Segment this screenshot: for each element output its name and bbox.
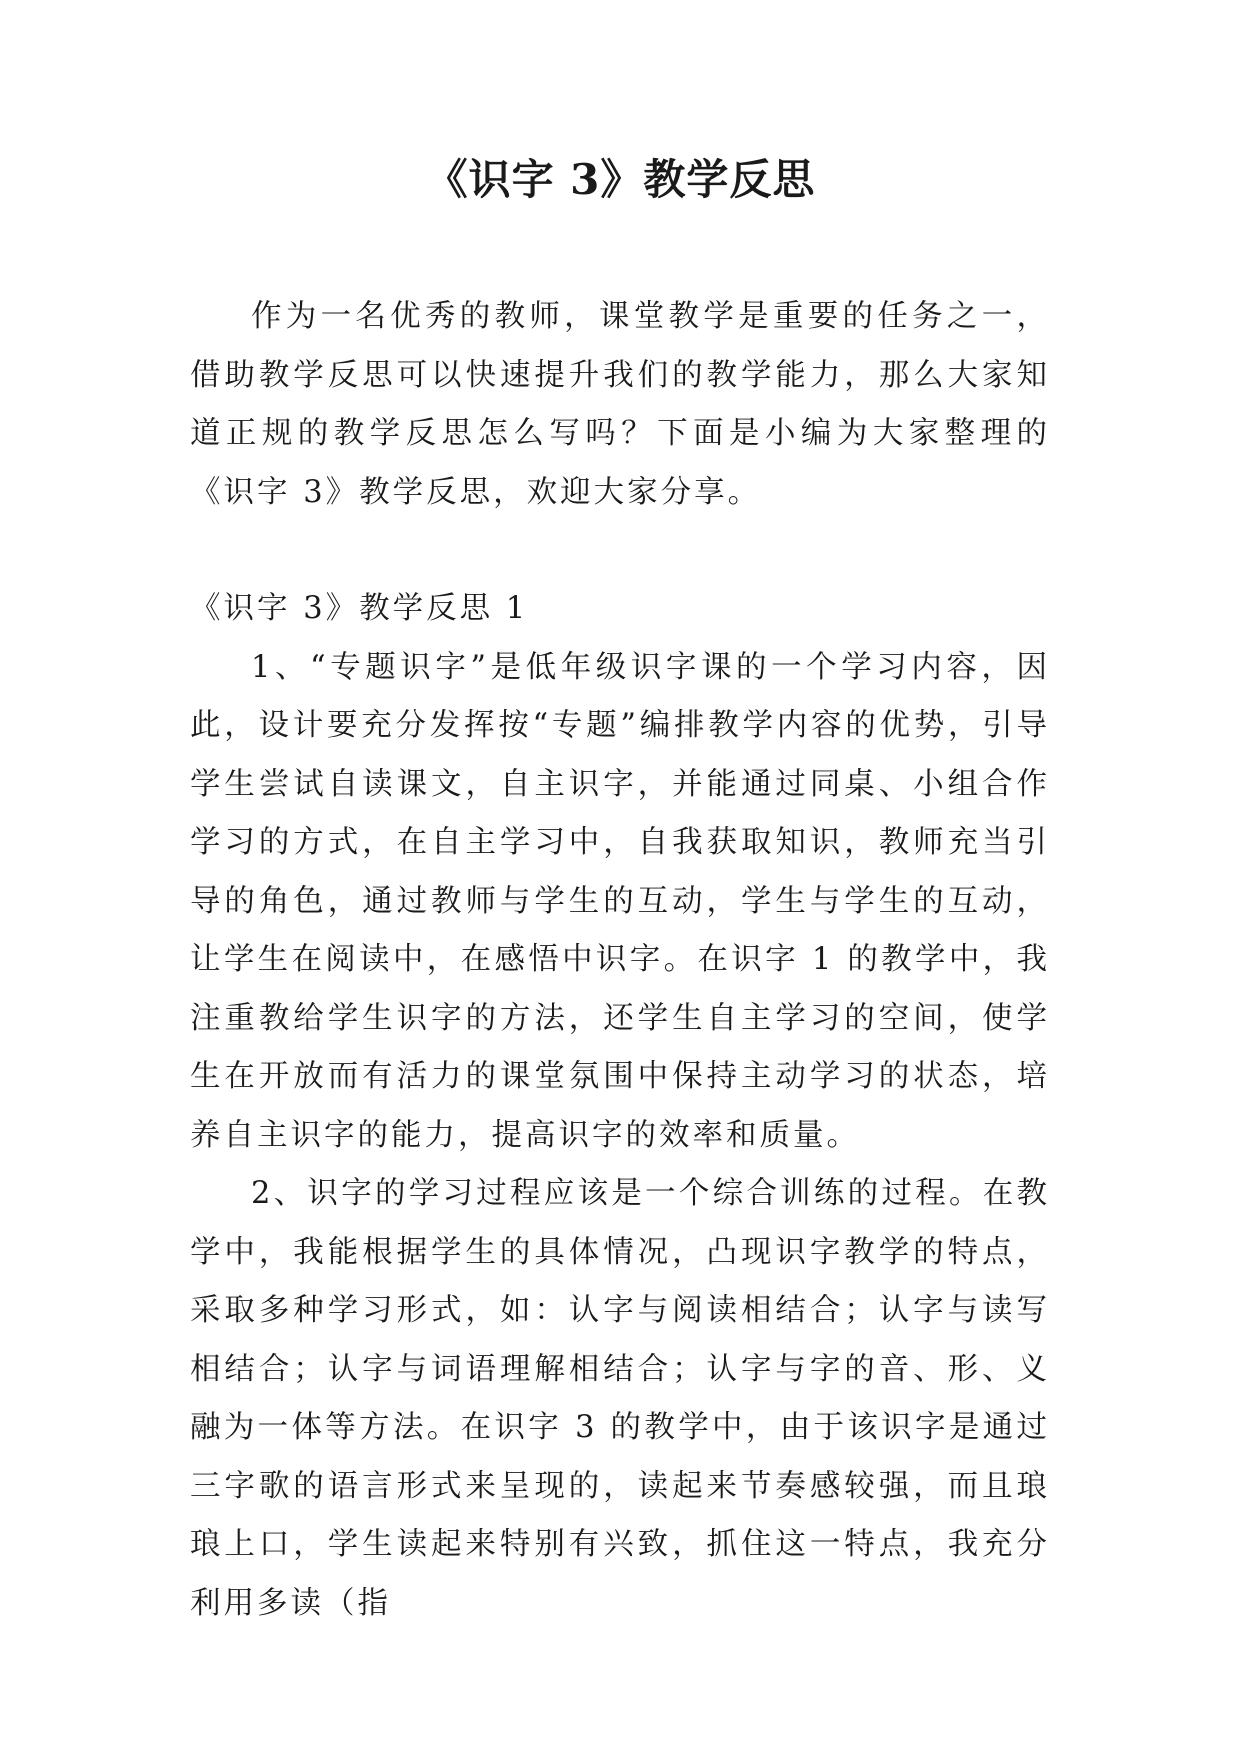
document-body (190, 288, 1050, 1633)
body-paragraph-1: 1、“专题识字”是低年级识字课的一个学习内容，因此，设计要充分发挥按“专题”编排教学内容的优势，引导学生尝试自读课文，自主识字，并能通过同桌、小组合作学习的方式，在自主学习中，自我获取知识，教师充当引导的角色，通过教师与学生的互动，学生与学生的互动，让学生在阅读中，在感悟中识字。在识字 1 的教学中，我注重教给学生识字的方法，还学生自主学习的空间，使学生在开放而有活力的课堂氛围中保持主动学习的状态，培养自主识字的能力，提高识字的效率和质量。 (190, 649, 1050, 1153)
body-paragraph-2: 2、识字的学习过程应该是一个综合训练的过程。在教学中，我能根据学生的具体情况，凸现识字教学的特点，采取多种学习形式，如：认字与阅读相结合；认字与读写相结合；认字与词语理解相结合；认字与字的音、形、义融为一体等方法。在识字 3 的教学中，由于该识字是通过三字歌的语言形式来呈现的，读起来节奏感较强，而且琅琅上口，学生读起来特别有兴致，抓住这一特点，我充分利用多读（指 (190, 1176, 1050, 1621)
intro-paragraph: 作为一名优秀的教师，课堂教学是重要的任务之一，借助教学反思可以快速提升我们的教学能力，那么大家知道正规的教学反思怎么写吗？下面是小编为大家整理的《识字 3》教学反思，欢迎大家分享。 (190, 299, 1050, 510)
section-heading: 《识字 3》教学反思 1 (190, 591, 529, 626)
document-title: 《识字 3》教学反思 (425, 155, 816, 204)
